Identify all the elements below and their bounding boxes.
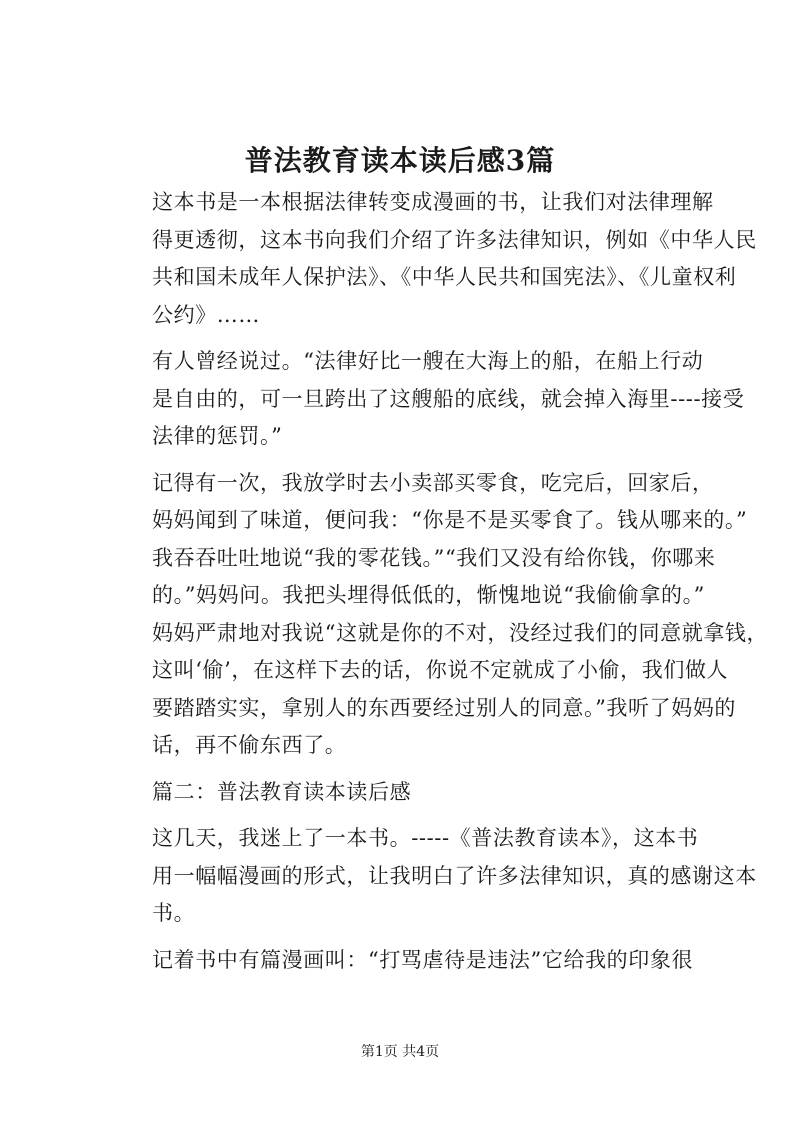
text-line: 这叫‘偷’，在这样下去的话，你说不定就成了小偷，我们做人 <box>152 658 729 682</box>
text-line: 公约》…… <box>152 302 260 327</box>
section-heading <box>110 774 690 812</box>
page-number-footer: 第1页 共4页 <box>360 1044 440 1060</box>
text-line: 得更透彻，这本书向我们介绍了许多法律知识，例如《中华人民 <box>152 227 757 252</box>
text-line: 记着书中有篇漫画叫：“打骂虐待是违法”它给我的印象很 <box>152 947 694 972</box>
text-line: 有人曾经说过。“法律好比一艘在大海上的船，在船上行动 <box>152 349 704 373</box>
text-line: 用一幅幅漫画的形式，让我明白了许多法律知识，真的感谢这本 <box>152 863 757 888</box>
text-line: 的。”妈妈问。我把头埋得低低的，惭愧地说“我偷偷拿的。” <box>152 583 706 607</box>
paragraph <box>110 184 757 334</box>
document-title: 普法教育读本读后感3篇 <box>244 144 556 177</box>
text-line: 共和国未成年人保护法》、《中华人民共和国宪法》、《儿童权利 <box>152 265 737 289</box>
document-body <box>110 184 769 988</box>
text-line: 篇二：普法教育读本读后感 <box>152 779 412 804</box>
text-line: 我吞吞吐吐地说“我的零花钱。”“我们又没有给你钱，你哪来 <box>152 545 716 570</box>
paragraph <box>110 820 757 933</box>
paragraph <box>110 942 694 980</box>
text-line: 记得有一次，我放学时去小卖部买零食，吃完后，回家后， <box>152 470 714 495</box>
paragraph <box>110 343 745 456</box>
text-line: 要踏踏实实，拿别人的东西要经过别人的同意。”我听了妈妈的 <box>152 695 737 720</box>
text-line: 话，再不偷东西了。 <box>152 733 347 757</box>
text-line: 书。 <box>152 901 196 925</box>
text-line: 法律的惩罚。” <box>152 424 283 448</box>
text-line: 妈妈严肃地对我说“这就是你的不对，没经过我们的同意就拿钱， <box>152 620 769 645</box>
text-line: 妈妈闻到了味道，便问我：“你是不是买零食了。钱从哪来的。” <box>152 508 748 532</box>
text-line: 这几天，我迷上了一本书。-----《普法教育读本》，这本书 <box>152 826 699 850</box>
text-line: 这本书是一本根据法律转变成漫画的书，让我们对法律理解 <box>152 190 714 214</box>
paragraph <box>110 465 769 765</box>
text-line: 是自由的，可一旦跨出了这艘船的底线，就会掉入海里----接受 <box>152 386 745 411</box>
